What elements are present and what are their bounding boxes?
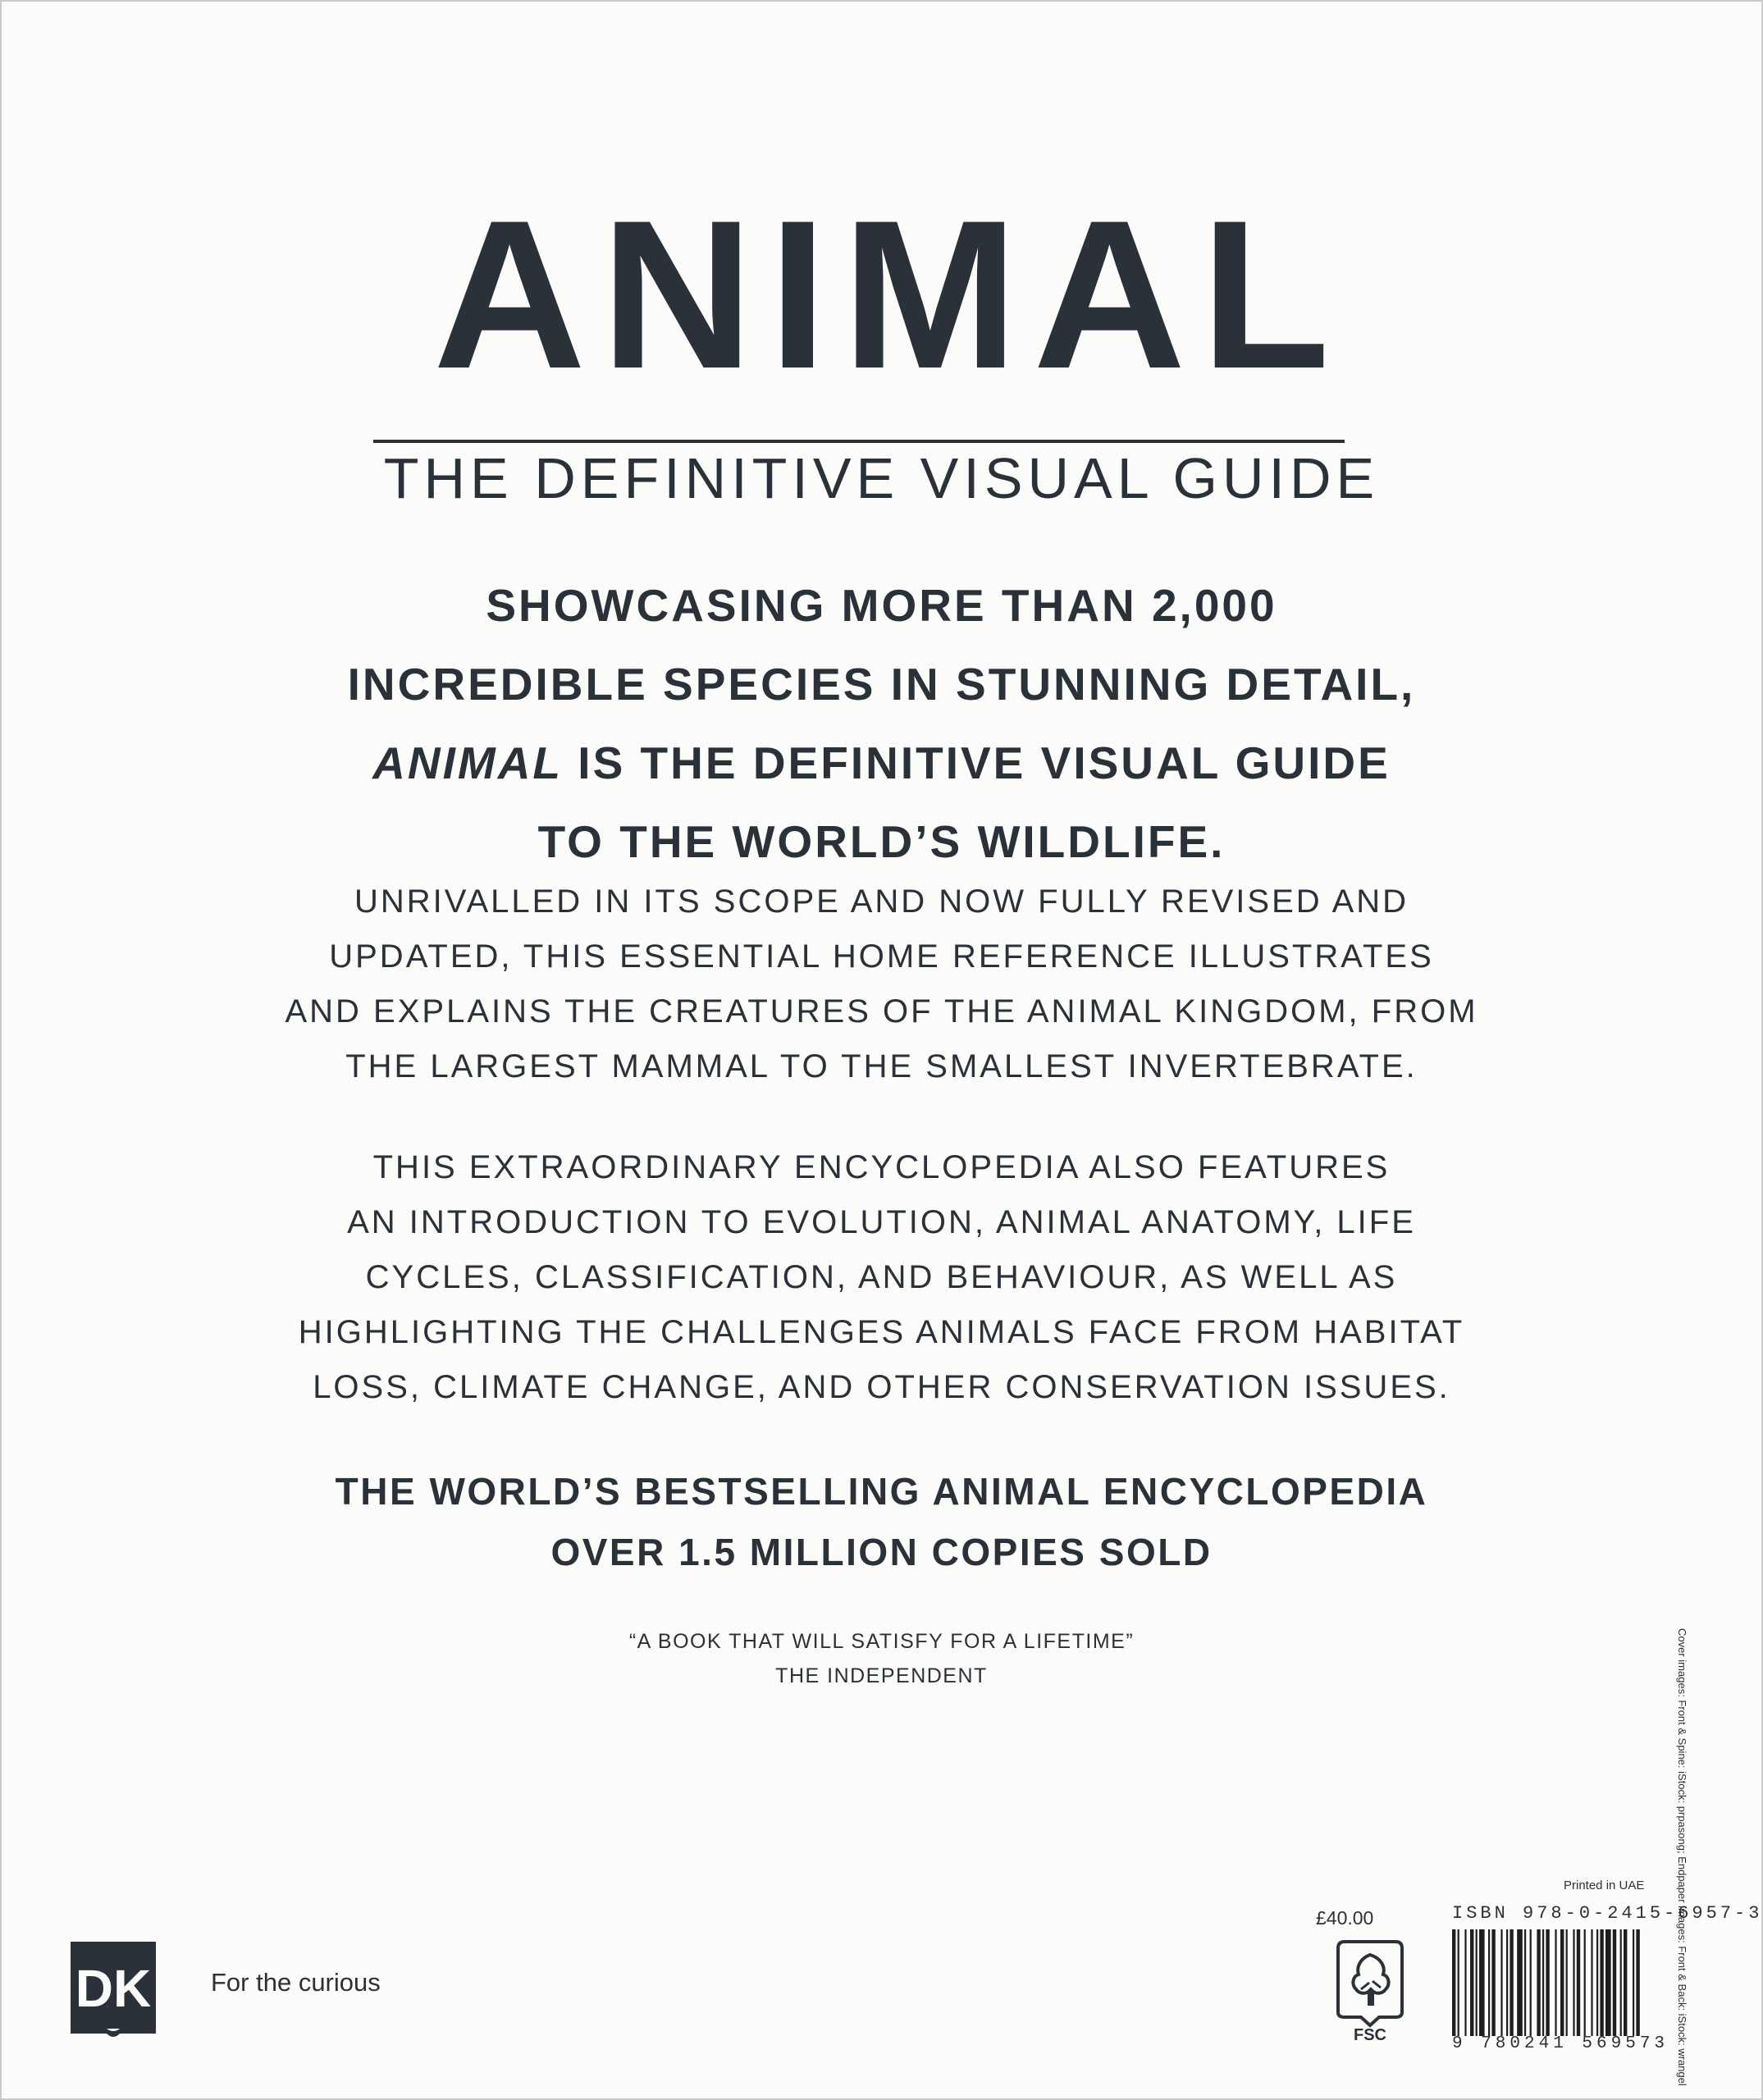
barcode-bar (1555, 1929, 1556, 2036)
barcode-digits: 9 780241 569573 (1452, 2034, 1669, 2053)
barcode-icon (1450, 1929, 1688, 2036)
review-quote (0, 1624, 1763, 1693)
barcode-bar (1530, 1929, 1532, 2036)
printed-in: Printed in UAE (1564, 1879, 1645, 1892)
paragraph-line: HIGHLIGHTING THE CHALLENGES ANIMALS FACE FROM HABITAT (298, 1314, 1465, 1350)
barcode-bar (1500, 1929, 1502, 2036)
barcode-bar (1524, 1929, 1526, 2036)
lead-title-italic: ANIMAL (372, 737, 564, 788)
dk-logo-text: DK (75, 1959, 152, 2018)
publisher-slogan: For the curious (211, 1968, 381, 1997)
lead-line-1: SHOWCASING MORE THAN 2,000 (486, 580, 1277, 631)
book-title: ANIMAL (432, 176, 1345, 413)
barcode-bar (1537, 1929, 1540, 2036)
fsc-tree-icon (1336, 1940, 1404, 2043)
image-credits: Cover images: Front & Spine: iStock: prpasong; Endpaper images: Front & Back: iStock: wrangel (1676, 1628, 1688, 2086)
paragraph-line: THIS EXTRAORDINARY ENCYCLOPEDIA ALSO FEATURES (372, 1149, 1391, 1185)
price-label: £40.00 (1316, 1907, 1374, 1929)
barcode-bar (1491, 1929, 1495, 2036)
barcode-bar (1452, 1929, 1455, 2036)
lead-line-4: TO THE WORLD’S WILDLIFE. (537, 816, 1226, 867)
description-paragraph-2 (0, 1140, 1763, 1415)
barcode-bar (1476, 1929, 1478, 2036)
tagline-line-2: OVER 1.5 MILLION COPIES SOLD (550, 1531, 1213, 1573)
barcode-bar (1458, 1929, 1459, 2036)
barcode-bar (1470, 1929, 1473, 2036)
barcode-bar (1560, 1929, 1564, 2036)
barcode-bar (1542, 1929, 1544, 2036)
barcode-bar (1488, 1929, 1490, 2036)
lead-line-3-rest: IS THE DEFINITIVE VISUAL GUIDE (563, 737, 1391, 788)
bestseller-tagline (0, 1461, 1763, 1582)
barcode-bar (1584, 1929, 1586, 2036)
dk-logo-icon (71, 1942, 156, 2043)
barcode-bar (1620, 1929, 1622, 2036)
barcode-bar (1464, 1929, 1466, 2036)
barcode-bar (1506, 1929, 1508, 2036)
lead-line-3 (0, 724, 1763, 802)
paragraph-line: LOSS, CLIMATE CHANGE, AND OTHER CONSERVATION ISSUES. (313, 1369, 1450, 1405)
barcode-bar (1546, 1929, 1549, 2036)
barcode-bar (1510, 1929, 1513, 2036)
paragraph-line: UPDATED, THIS ESSENTIAL HOME REFERENCE ILLUSTRATES (329, 938, 1434, 975)
quote-source: THE INDEPENDENT (775, 1664, 988, 1687)
paragraph-line: AND EXPLAINS THE CREATURES OF THE ANIMAL KINGDOM, FROM (285, 993, 1478, 1029)
quote-text: “A BOOK THAT WILL SATISFY FOR A LIFETIME” (628, 1630, 1135, 1653)
lead-line-2: INCREDIBLE SPECIES IN STUNNING DETAIL, (347, 659, 1416, 710)
barcode-bar (1624, 1929, 1627, 2036)
description-paragraph-1 (0, 874, 1763, 1094)
barcode-bar (1636, 1929, 1639, 2036)
barcode-bar (1566, 1929, 1568, 2036)
barcode-bar (1596, 1929, 1598, 2036)
barcode-bar (1577, 1929, 1580, 2036)
paragraph-line: CYCLES, CLASSIFICATION, AND BEHAVIOUR, AS WELL AS (365, 1259, 1398, 1295)
barcode-bar (1633, 1929, 1634, 2036)
lead-statement (0, 566, 1763, 881)
book-subtitle: THE DEFINITIVE VISUAL GUIDE (383, 446, 1380, 510)
barcode-bar (1613, 1929, 1616, 2036)
isbn-number: ISBN 978-0-2415-6957-3 (1452, 1903, 1763, 1924)
fsc-label: FSC (1354, 2026, 1386, 2043)
tagline-line-1: THE WORLD’S BESTSELLING ANIMAL ENCYCLOPEDIA (335, 1470, 1428, 1513)
barcode-bar (1605, 1929, 1611, 2036)
barcode-bar (1591, 1929, 1592, 2036)
barcode-bar (1573, 1929, 1574, 2036)
barcode-bar (1600, 1929, 1603, 2036)
paragraph-line: UNRIVALLED IN ITS SCOPE AND NOW FULLY REVISED AND (354, 883, 1409, 920)
barcode-bar (1479, 1929, 1485, 2036)
barcode-bar (1517, 1929, 1523, 2036)
paragraph-line: AN INTRODUCTION TO EVOLUTION, ANIMAL ANATOMY, LIFE (347, 1204, 1416, 1240)
paragraph-line: THE LARGEST MAMMAL TO THE SMALLEST INVERTEBRATE. (345, 1048, 1418, 1084)
